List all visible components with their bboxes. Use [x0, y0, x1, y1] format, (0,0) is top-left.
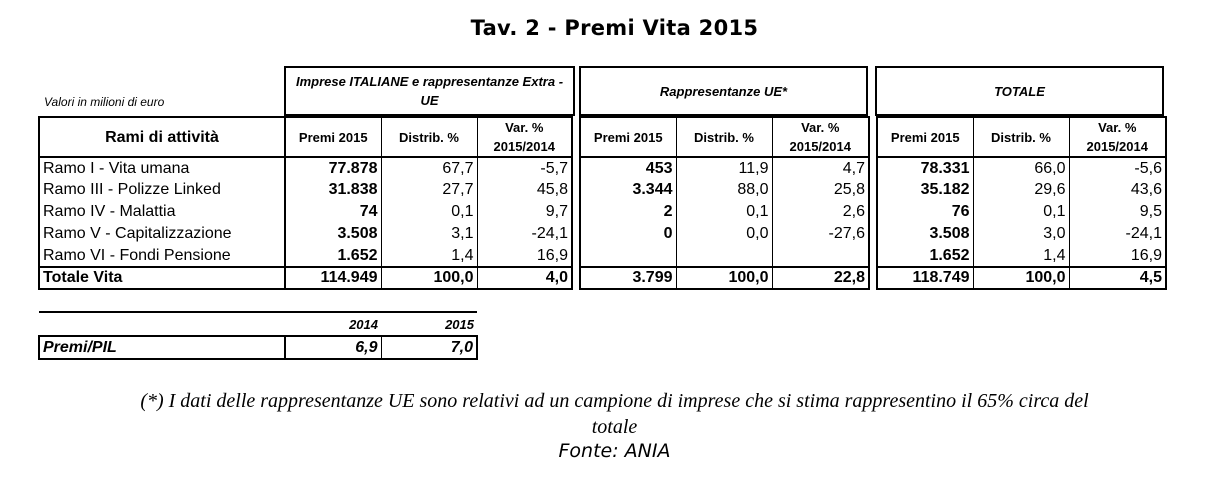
cell-it-premi: 74: [285, 201, 381, 223]
cell-ue-var: 4,7: [772, 157, 869, 179]
cell-tot-var: -24,1: [1069, 223, 1166, 245]
footnote-line-2: totale: [591, 416, 638, 438]
total-tot-var: 4,5: [1069, 267, 1166, 289]
row-label: Ramo I - Vita umana: [39, 157, 285, 179]
table-row: [39, 245, 1166, 267]
cell-tot-var: 43,6: [1069, 179, 1166, 201]
cell-tot-premi: 78.331: [877, 157, 973, 179]
total-it-premi: 114.949: [285, 267, 381, 289]
col-header-ue-var: Var. % 2015/2014: [772, 117, 869, 157]
cell-it-distrib: 67,7: [381, 157, 477, 179]
cell-ue-distrib: 88,0: [676, 179, 772, 201]
pil-year-2015: 2015: [445, 316, 474, 332]
cell-tot-premi: 76: [877, 201, 973, 223]
column-gap: [869, 267, 877, 289]
cell-tot-distrib: 3,0: [973, 223, 1069, 245]
cell-ue-var: 25,8: [772, 179, 869, 201]
cell-tot-premi: 35.182: [877, 179, 973, 201]
cell-ue-var: [772, 245, 869, 267]
column-gap: [572, 179, 580, 201]
cell-it-var: 45,8: [477, 179, 572, 201]
column-gap: [869, 157, 877, 179]
row-label: Ramo III - Polizze Linked: [39, 179, 285, 201]
col-header-it-premi: Premi 2015: [285, 117, 381, 157]
column-gap: [869, 223, 877, 245]
table-row: [39, 179, 1166, 201]
column-gap: [869, 117, 877, 157]
pil-year-row: [39, 312, 477, 336]
cell-ue-var: 2,6: [772, 201, 869, 223]
table-row: [39, 157, 1166, 179]
group-header-totale: TOTALE: [875, 66, 1164, 116]
table-title: Tav. 2 - Premi Vita 2015: [470, 16, 759, 40]
total-ue-var: 22,8: [772, 267, 869, 289]
total-tot-distrib: 100,0: [973, 267, 1069, 289]
cell-it-distrib: 3,1: [381, 223, 477, 245]
row-label: Ramo IV - Malattia: [39, 201, 285, 223]
cell-tot-distrib: 66,0: [973, 157, 1069, 179]
units-note: Valori in milioni di euro: [44, 95, 165, 109]
col-header-tot-distrib: Distrib. %: [973, 117, 1069, 157]
column-gap: [869, 245, 877, 267]
column-gap: [572, 267, 580, 289]
cell-ue-premi: 2: [580, 201, 676, 223]
cell-tot-distrib: 0,1: [973, 201, 1069, 223]
cell-it-premi: 1.652: [285, 245, 381, 267]
cell-it-distrib: 1,4: [381, 245, 477, 267]
cell-it-var: -24,1: [477, 223, 572, 245]
cell-tot-premi: 1.652: [877, 245, 973, 267]
col-header-ue-distrib: Distrib. %: [676, 117, 772, 157]
column-gap: [869, 201, 877, 223]
column-gap: [572, 201, 580, 223]
cell-tot-var: 16,9: [1069, 245, 1166, 267]
table-row: [39, 223, 1166, 245]
cell-tot-var: 9,5: [1069, 201, 1166, 223]
pil-value-row: [39, 336, 477, 359]
premi-pil-table: [38, 311, 478, 360]
total-label: Totale Vita: [39, 267, 285, 289]
column-header-row: [39, 117, 1166, 157]
table-row: [39, 201, 1166, 223]
col-header-tot-var: Var. % 2015/2014: [1069, 117, 1166, 157]
cell-tot-premi: 3.508: [877, 223, 973, 245]
cell-it-distrib: 27,7: [381, 179, 477, 201]
group-header-italiane: Imprese ITALIANE e rappresentanze Extra - UE: [284, 66, 575, 116]
column-gap: [572, 223, 580, 245]
col-header-tot-premi: Premi 2015: [877, 117, 973, 157]
premi-vita-table: [38, 116, 1167, 290]
cell-ue-distrib: 0,0: [676, 223, 772, 245]
total-it-var: 4,0: [477, 267, 572, 289]
col-header-it-var: Var. % 2015/2014: [477, 117, 572, 157]
cell-tot-var: -5,6: [1069, 157, 1166, 179]
col-header-ue-premi: Premi 2015: [580, 117, 676, 157]
column-gap: [572, 245, 580, 267]
total-ue-distrib: 100,0: [676, 267, 772, 289]
pil-label: Premi/PIL: [39, 336, 285, 359]
footnote: [0, 388, 1229, 440]
cell-it-var: 16,9: [477, 245, 572, 267]
total-row: [39, 267, 1166, 289]
pil-value-2014: 6,9: [285, 336, 381, 359]
column-gap: [572, 157, 580, 179]
total-it-distrib: 100,0: [381, 267, 477, 289]
cell-it-var: -5,7: [477, 157, 572, 179]
cell-it-premi: 3.508: [285, 223, 381, 245]
group-header-ue: Rappresentanze UE*: [579, 66, 868, 116]
col-header-it-distrib: Distrib. %: [381, 117, 477, 157]
cell-ue-distrib: [676, 245, 772, 267]
cell-ue-distrib: 0,1: [676, 201, 772, 223]
cell-it-premi: 31.838: [285, 179, 381, 201]
row-label: Ramo V - Capitalizzazione: [39, 223, 285, 245]
cell-it-var: 9,7: [477, 201, 572, 223]
cell-ue-premi: [580, 245, 676, 267]
column-gap: [869, 179, 877, 201]
cell-ue-premi: 3.344: [580, 179, 676, 201]
column-gap: [572, 117, 580, 157]
row-label: Ramo VI - Fondi Pensione: [39, 245, 285, 267]
cell-tot-distrib: 1,4: [973, 245, 1069, 267]
cell-ue-premi: 0: [580, 223, 676, 245]
cell-tot-distrib: 29,6: [973, 179, 1069, 201]
pil-year-spacer: [39, 312, 285, 336]
cell-it-distrib: 0,1: [381, 201, 477, 223]
col-header-rami: Rami di attività: [39, 117, 285, 157]
total-ue-premi: 3.799: [580, 267, 676, 289]
cell-ue-premi: 453: [580, 157, 676, 179]
source-note: Fonte: ANIA: [558, 440, 671, 462]
pil-value-2015: 7,0: [381, 336, 477, 359]
footnote-line-1: (*) I dati delle rappresentanze UE sono relativi ad un campione di imprese che si stima rappresentino il 65% circa del: [140, 390, 1089, 412]
pil-year-2014: 2014: [349, 316, 378, 332]
cell-it-premi: 77.878: [285, 157, 381, 179]
total-tot-premi: 118.749: [877, 267, 973, 289]
cell-ue-distrib: 11,9: [676, 157, 772, 179]
cell-ue-var: -27,6: [772, 223, 869, 245]
